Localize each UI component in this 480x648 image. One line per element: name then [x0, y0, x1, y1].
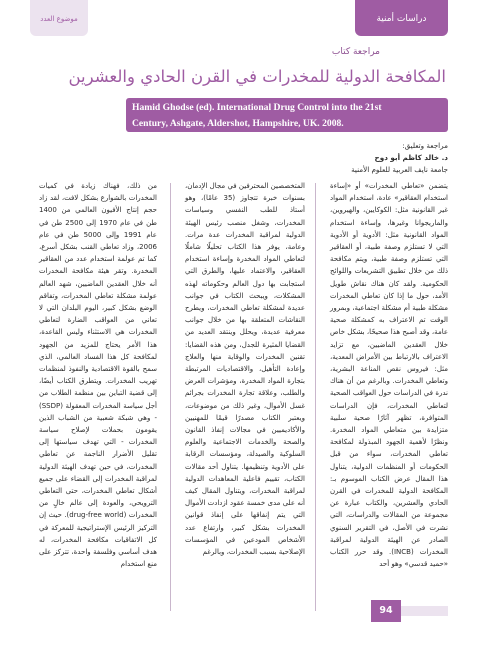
section-tab [355, 0, 448, 36]
column-right-text: يتضمن «تعاطي المخدرات» أو «إساءة استخدام العقاقير» عادة، استخدام المواد غير القانونية مثل: الكوكايين، والهيروين، والماريجوانا وغيرها، وإساءة استخدام المواد القانونية مثل: الأدوية أو الأدوية التي لا تستلزم وصفة طبية، أو العقاقير التي تستلزم وصفة طبية، ويتم مكافحة ذلك من خلال تطبيق التشريعات واللوائح الحكومية. ولقد كان هناك نقاش طويل الأمد، حول ما إذا كان تعاطي المخدرات مشكلة طبية أم مشكلة اجتماعية، وبمرور الوقت تم الاعتراف به كمشكلة صحية عامة، وقد أصبح هذا صحيحًا، بشكل خاص خلال العقدين الماضيين، مع تزايد الاعتراف بالارتباط بين الأمراض المعدية، مثل: فيروس نقص المناعة البشرية، وتعاطي المخدرات. وبالرغم من أن هناك ندرة في الدراسات حول العواقب الصحية لتعاطي المخدرات، فإن الدراسات المتوافرة، تظهر آثارًا صحية سلبية متزايدة بين متعاطي المواد المخدرة. ونظرًا لأهمية الجهود المبذولة لمكافحة تعاطي المخدرات، سواء من قبل الحكومات أو المنظمات الدولية، يتناول هذا المقال عرض الكتاب الموسوم بـ: المكافحة الدولية للمخدرات في القرن الحادي والعشرين، والكتاب عبارة عن مجموعة من المقالات والدراسات، التي نشرت في الأصل، في التقرير السنوي الصادر عن الهيئة الدولية لمراقبة المخدرات (INCB). وقد حرر الكتاب «حميد قدسي» وهو أحد [330, 182, 448, 569]
citation-line-1: Hamid Ghodse (ed). International Drug Control into the 21st [132, 102, 382, 113]
page-number: 94 [379, 605, 393, 616]
reviewer-block [250, 140, 448, 176]
reviewer-affiliation: جامعة نايف العربية للعلوم الأمنية [351, 165, 448, 174]
reviewer-label: مراجعة وتعليق: [402, 141, 448, 150]
section-label: دراسات أمنية [376, 14, 427, 24]
article-title: المكافحة الدولية للمخدرات في القرن الحادي والعشرين [68, 67, 446, 86]
reviewer-name: د. خالد كاظم أبو دوح [374, 153, 448, 162]
text-column-right [330, 180, 448, 571]
article-kicker: مراجعة كتاب [331, 47, 380, 57]
column-middle-text: المتخصصين المحترفين في مجال الإدمان، بسنوات خبرة تتجاوز (35 عامًا)، وهو أستاذ للطب النفسي وسياسات المخدرات، وشغل منصب رئيس الهيئة الدولية لمراقبة المخدرات عدة مرات. وعامة، يوفر هذا الكتاب تحليلًا شاملًا لتعاطي المواد المخدرة وإساءة استخدام العقاقير، والاعتماد عليها، والطرق التي استجابت بها دول العالم وحكوماته لهذه المشكلات، ويبحث الكتاب في جوانب عديدة لمشكلة تعاطي المخدرات، ويطرح النقاشات المتعلقة بها من خلال جوانب معرفية عديدة، ويحلل وينتقد العديد من القضايا المثيرة للجدل، ومن هذه القضايا: تقنين المخدرات والوقاية منها والعلاج وإعادة التأهيل، والاقتصاديات المرتبطة بتجارة المواد المخدرة، ومؤشرات العرض والطلب، وعلاقة تجارة المخدرات بجرائم غسل الأموال، وغير ذلك من موضوعات، ويعتبر الكتاب مصدرًا قيمًا للمهنيين والأكاديميين في مجالات إنفاذ القانون والصحة والخدمات الاجتماعية والعلوم السلوكية والصيدلة، ومؤسسات الرقابة على الأدوية وتنظيمها. يتناول أحد مقالات الكتاب، تقييم فاعلية المعاهدات الدولية لمراقبة المخدرات، ويتناول المقال كيف أنه على مدى خمسة عقود ازدادت الأموال التي يتم إنفاقها على إنفاذ قوانين المخدرات بشكل كبير، وارتفاع عدد الأشخاص المودعين في المؤسسات الإصلاحية بسبب المخدرات، وبالرغم [185, 182, 305, 557]
footer-accent-bar [401, 606, 448, 616]
issue-topic-tab [30, 0, 88, 36]
text-column-middle [185, 180, 305, 558]
issue-topic-label: موضوع العدد [40, 15, 78, 23]
text-column-left [39, 180, 157, 571]
citation-line-2: Century, Ashgate, Aldershot, Hampshire, UK. 2008. [132, 118, 344, 129]
column-divider [315, 183, 316, 611]
page-number-badge [371, 600, 401, 622]
column-left-text: من ذلك، فهناك زيادة في كميات المخدرات بالشوارع بشكل لافت، لقد زاد حجم إنتاج الأفيون العالمي من 1400 طن في عام 1970 إلى 2500 طن في عام 1991 وإلى 5000 طن في عام 2006، وزاد تعاطي القنب بشكل أسرع، كما تم عولمة استخدام عدد من العقاقير المخدرة. وتقر هيئة مكافحة المخدرات أنه خلال العقدين الماضيين، شهد العالم عولمة مشكلة تعاطي المخدرات، وتفاقم الوضع بشكل كبير، اليوم البلدان التي لا تعاني من العواقب الضارة لتعاطي المخدرات هي الاستثناء وليس القاعدة، هذا الأمر يحتاج للمزيد من الجهود لمكافحة كل هذا الفساد العالمي، الذي سمح بالقوة الاقتصادية والنفوذ لمنظمات تهريب المخدرات. ويتطرق الكتاب أيضًا، إلى قضية التباين بين منظمة الطلاب من أجل سياسة المخدرات المعقولة (SSDP) - وهي شبكة شعبية من الشباب الذين يقومون بحملات لإصلاح سياسة المخدرات - التي تهدف سياستها إلى تقليل الأضرار الناجمة عن تعاطي المخدرات، في حين تهدف الهيئة الدولية لمراقبة المخدرات إلى القضاء على جميع أشكال تعاطي المخدرات، حتى التعاطي الترويحي، والعودة إلى عالم خالٍ من المخدرات (drug-free world). حيث إن التركيز الرئيس الإستراتيجية للمعركة في كل الاتفاقيات مكافحة المخدرات، له هدف أساسي وفلسفة واحدة، تتركز على منع استخدام [39, 182, 157, 569]
citation-banner [126, 98, 448, 132]
column-divider [170, 183, 171, 611]
